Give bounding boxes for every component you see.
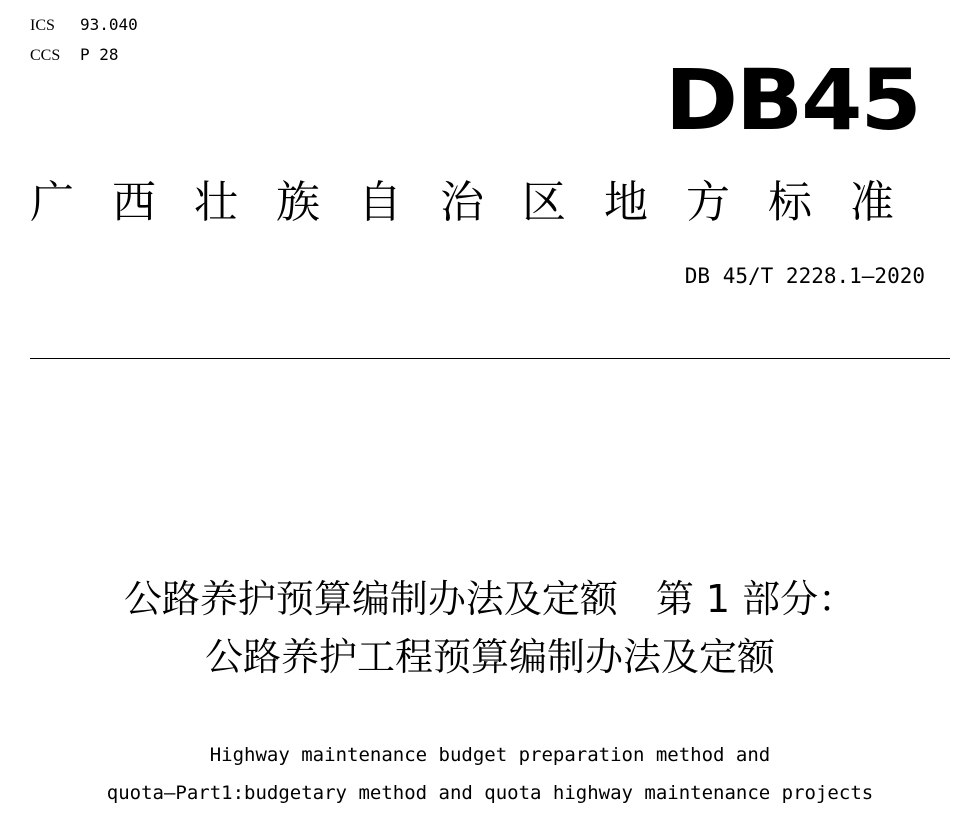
ics-label: ICS (30, 17, 55, 34)
ics-code (30, 10, 138, 40)
ics-value: 93.040 (80, 15, 138, 34)
issuing-authority: 广西壮族自治区地方标准 (30, 177, 932, 228)
ccs-label: CCS (30, 47, 61, 64)
standard-number: DB 45/T 2228.1—2020 (684, 264, 925, 288)
header-divider (30, 358, 950, 359)
english-title-line-1: Highway maintenance budget preparation method and (209, 744, 771, 766)
chinese-title-line-2: 公路养护工程预算编制办法及定额 (204, 635, 775, 679)
chinese-title (0, 570, 980, 686)
ccs-code (30, 40, 138, 70)
db45-logo: DB45 (665, 51, 920, 149)
english-title-line-2: quota—Part1:budgetary method and quota highway maintenance projects (106, 782, 874, 804)
ccs-value: P 28 (80, 45, 119, 64)
chinese-title-line-1: 公路养护预算编制办法及定额 第 1 部分： (123, 577, 857, 621)
english-title (0, 736, 980, 812)
classification-codes (30, 10, 138, 70)
